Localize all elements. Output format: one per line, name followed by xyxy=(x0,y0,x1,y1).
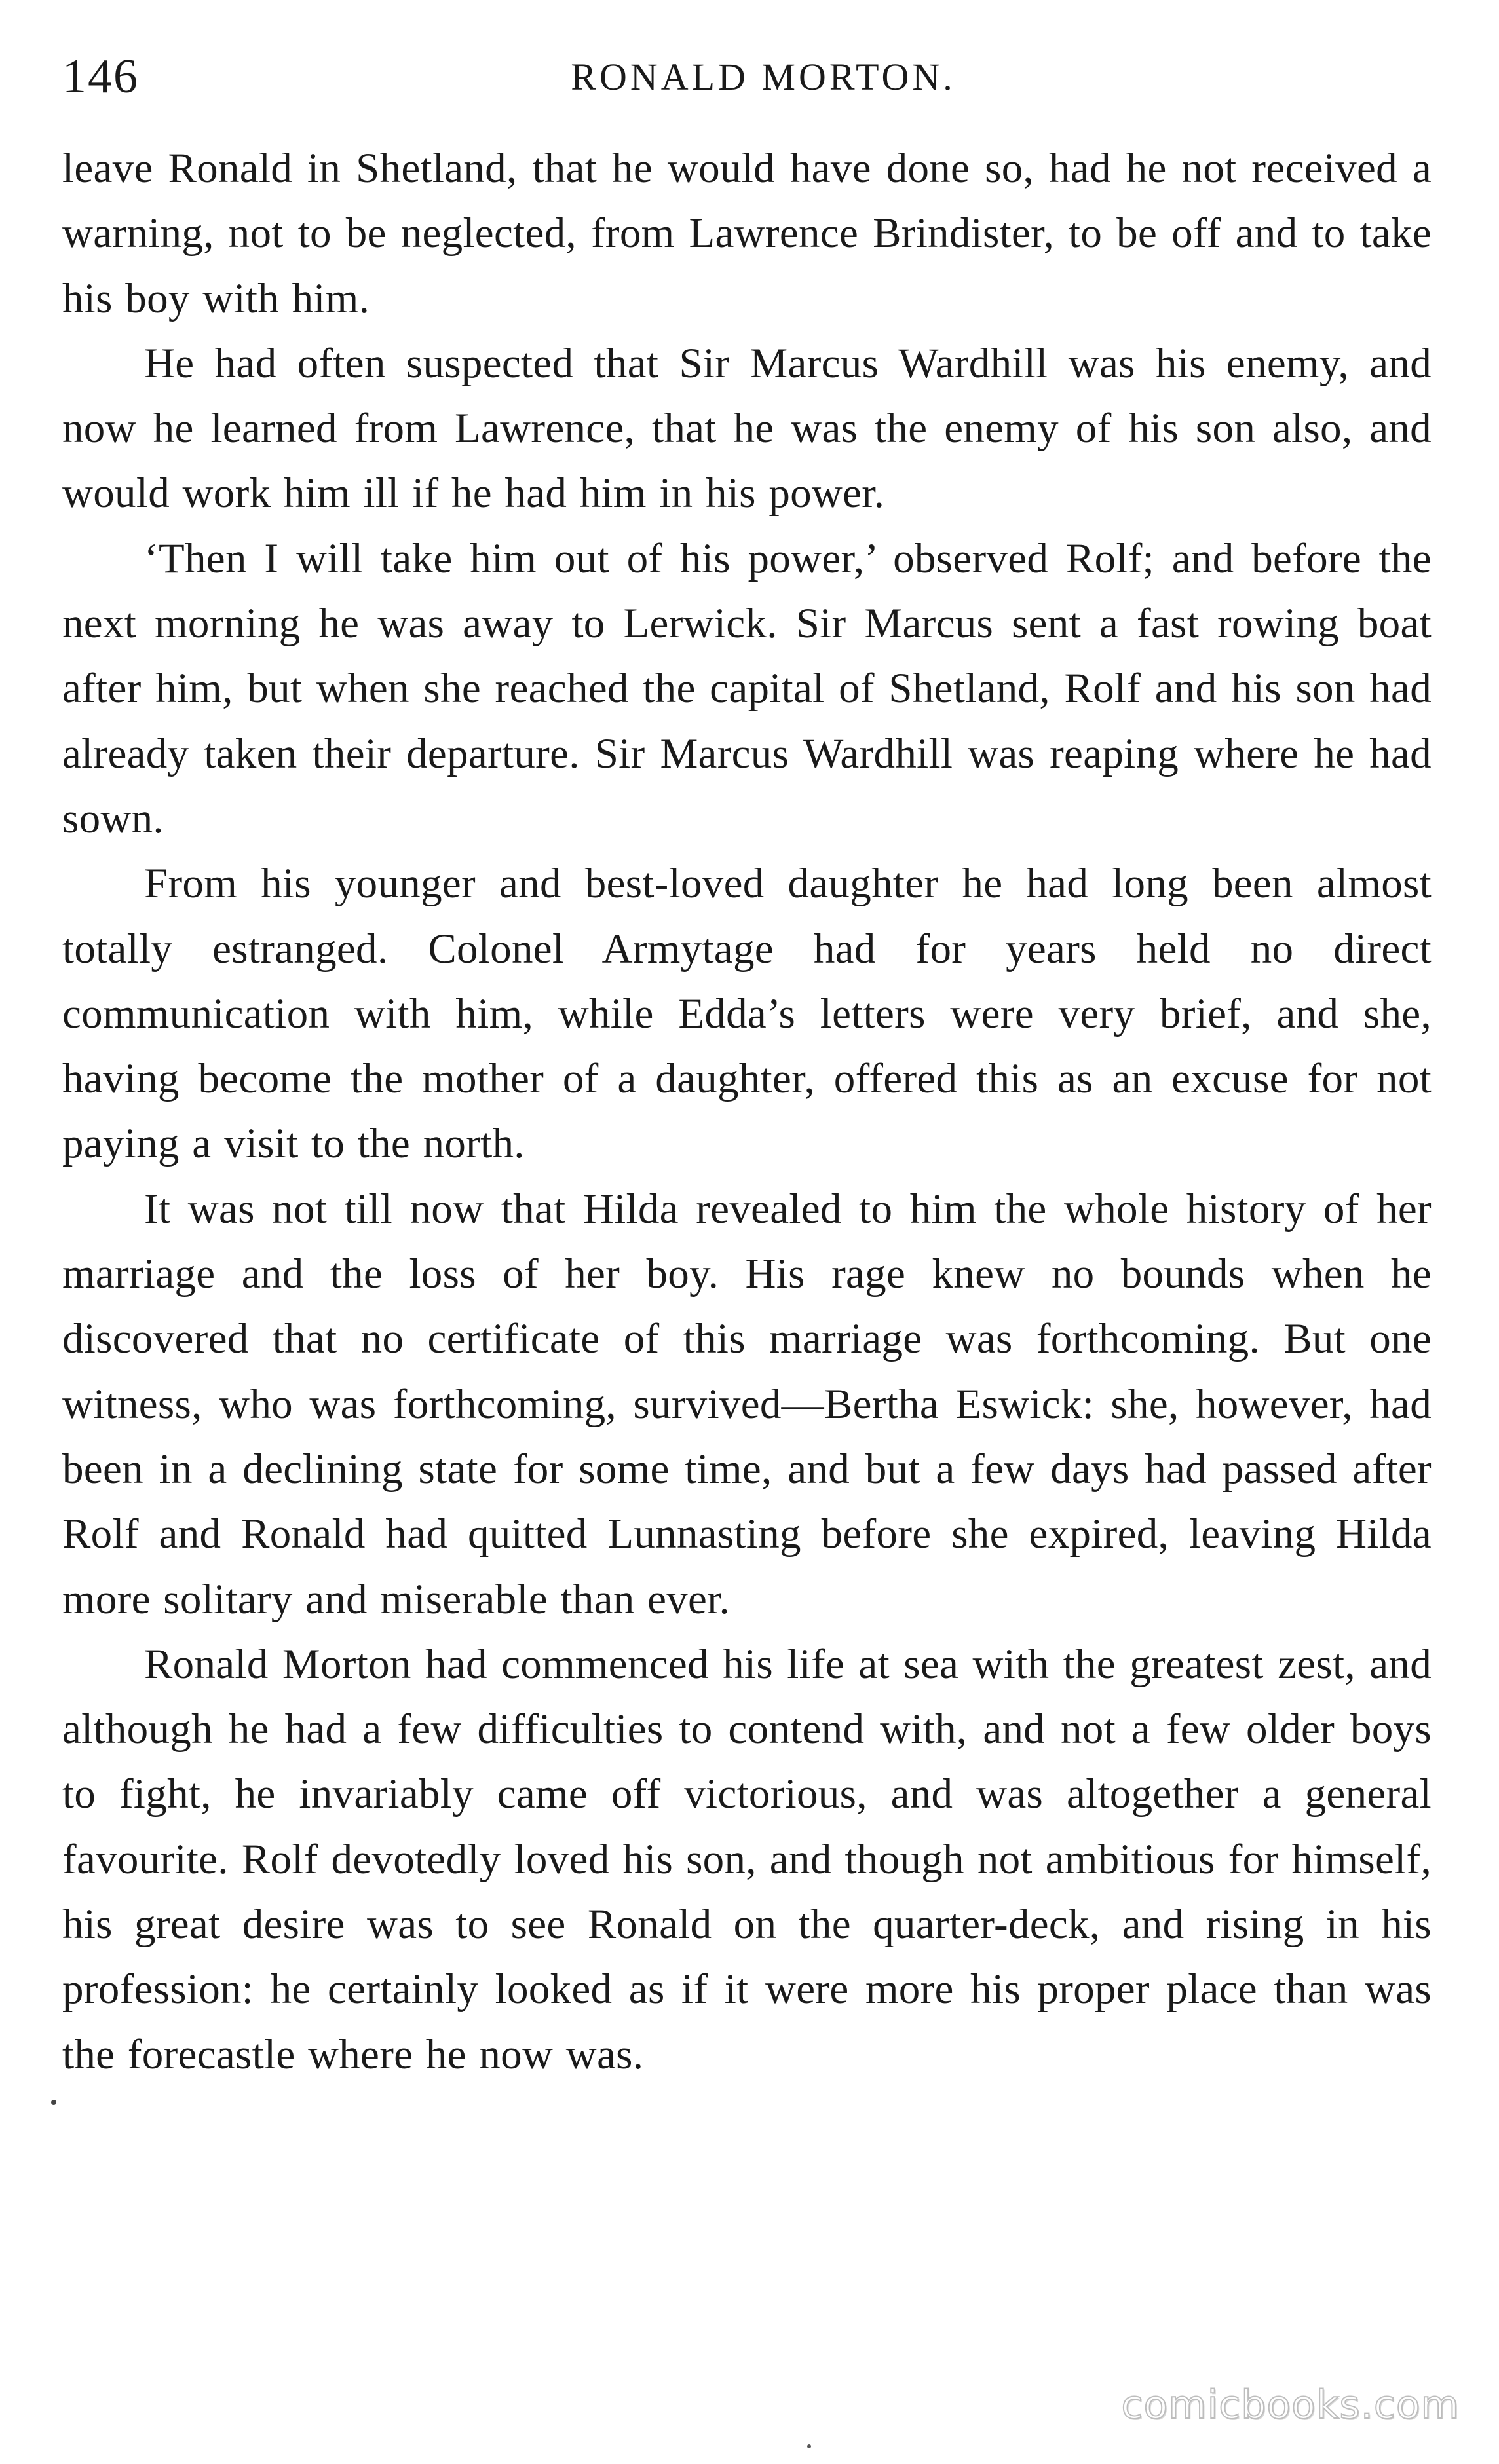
paragraph-continued: leave Ronald in Shetland, that he would have done so, had he not received a warning, not to be neglected, from Lawrence Brindister, to be off and to take his boy with him. xyxy=(62,145,1432,322)
watermark-logo: comicbooks.com xyxy=(1121,2382,1460,2428)
paragraph: It was not till now that Hilda revealed to him the whole history of her marriage and the loss of her boy. His rage knew no bounds when he discovered that no certificate of this marriage was forthcoming. But one witness, who was forthcoming, survived—Bertha Eswick: she, however, had been in a declining state for some time, and but a few days had passed after Rolf and Ronald had quitted Lunnasting before she expired, leaving Hilda more solitary and miserable than ever. xyxy=(62,1185,1432,1623)
running-title: RONALD MORTON. xyxy=(571,56,956,98)
paragraph: He had often suspected that Sir Marcus Wardhill was his enemy, and now he learned from Lawrence, that he was the enemy of his son also, and would work him ill if he had him in his power. xyxy=(62,339,1432,517)
paragraph: From his younger and best-loved daughter he had long been almost totally estranged. Colonel Armytage had for years held no direct communication with him, while Edda’s letters were very brief, and she, having become the mother of a daughter, offered this as an excuse for not paying a visit to the north. xyxy=(62,860,1432,1168)
page-number: 146 xyxy=(62,50,139,103)
paragraph: Ronald Morton had commenced his life at sea with the greatest zest, and although he had a few difficulties to contend with, and not a few older boys to fight, he invariably came off victorious, and was altogether a general favourite. Rolf devotedly loved his son, and though not ambitious for himself, his great desire was to see Ronald on the quarter-deck, and rising in his profession: he certainly looked as if it were more his proper place than was the forecastle where he now was. xyxy=(62,1640,1432,2078)
paragraph: ‘Then I will take him out of his power,’ observed Rolf; and before the next morning he was away to Lerwick. Sir Marcus sent a fast rowing boat after him, but when she reached the capital of Shetland, Rolf and his son had already taken their departure. Sir Marcus Wardhill was reaping where he had sown. xyxy=(62,534,1432,842)
